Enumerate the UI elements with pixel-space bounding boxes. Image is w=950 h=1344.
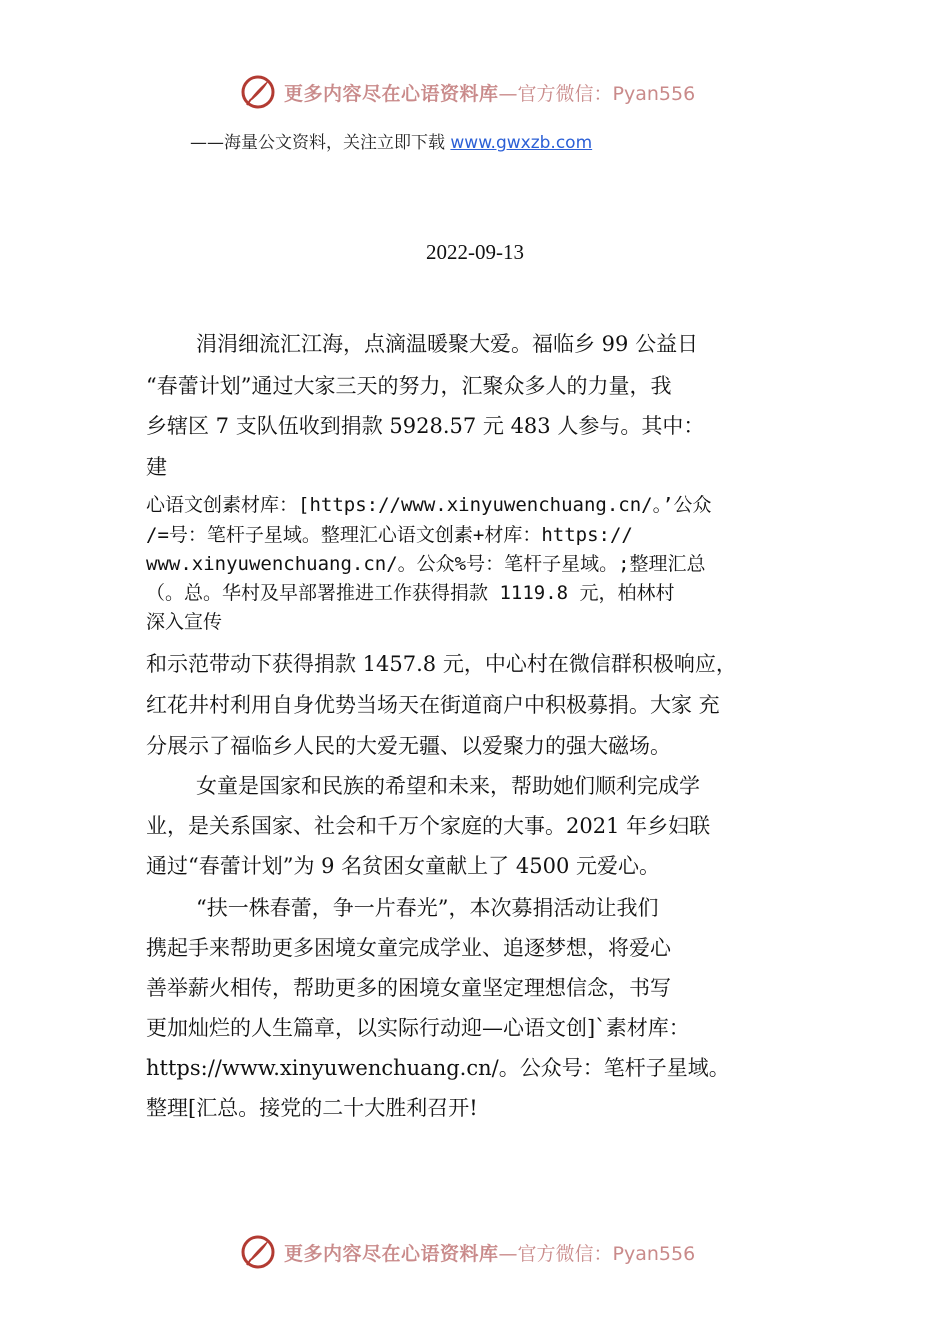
subline-text: ——海量公文资料，关注立即下载 [190, 133, 451, 153]
header-banner [240, 72, 695, 112]
paragraph-line: 和示范带动下获得捐款 1457.8 元，中心村在微信群积极响应， [146, 652, 737, 676]
paragraph-line: 深入宣传 [146, 611, 223, 633]
paragraph-line: 整理[汇总。接党的二十大胜利召开! [146, 1096, 478, 1120]
header-subline [190, 128, 592, 153]
paragraph-line: 业，是关系国家、社会和千万个家庭的大事。2021 年乡妇联 [146, 814, 711, 838]
paragraph-line: 乡辖区 7 支队伍收到捐款 5928.57 元 483 人参与。其中： [146, 414, 705, 438]
paragraph-line: 通过“春蕾计划”为 9 名贫困女童献上了 4500 元爱心。 [146, 854, 660, 878]
paragraph-line: 携起手来帮助更多困境女童完成学业、追逐梦想，将爱心 [146, 936, 671, 960]
footer-banner [240, 1232, 695, 1272]
paragraph-line: （。总。华村及早部署推进工作获得捐款 1119.8 元，柏林村 [146, 582, 675, 604]
banner-wechat: —官方微信：Pyan556 [498, 1242, 696, 1265]
website-link[interactable]: www.gwxzb.com [450, 133, 593, 153]
paragraph-line: 红花井村利用自身优势当场天在街道商户中积极募捐。大家 充 [146, 693, 720, 717]
document-date: 2022-09-13 [426, 240, 524, 264]
quill-logo-icon [240, 74, 276, 110]
banner-title: 更多内容尽在心语资料库 [284, 1242, 499, 1265]
banner-wechat: —官方微信：Pyan556 [498, 82, 696, 105]
paragraph-line: www.xinyuwenchuang.cn/。公众%号：笔杆子星域。;整理汇总 [146, 553, 706, 575]
paragraph-line: “春蕾计划”通过大家三天的努力，汇聚众多人的力量，我 [146, 374, 672, 398]
paragraph-line: 心语文创素材库：[https://www.xinyuwenchuang.cn/。’公众 [146, 494, 712, 516]
paragraph-line: 更加灿烂的人生篇章，以实际行动迎—心语文创]`素材库： [146, 1016, 690, 1040]
paragraph-line: 善举薪火相传，帮助更多的困境女童坚定理想信念，书写 [146, 976, 671, 1000]
paragraph-line: 建 [146, 455, 167, 479]
paragraph-line: 涓涓细流汇江海，点滴温暖聚大爱。福临乡 99 公益日 [196, 332, 699, 356]
paragraph-line: “扶一株春蕾，争一片春光”，本次募捐活动让我们 [196, 896, 659, 920]
paragraph-line: 分展示了福临乡人民的大爱无疆、以爱聚力的强大磁场。 [146, 734, 671, 758]
paragraph-line: https://www.xinyuwenchuang.cn/。公众号：笔杆子星域。 [146, 1056, 730, 1080]
paragraph-line: /=号：笔杆子星域。整理汇心语文创素+材库：https:// [146, 524, 633, 546]
paragraph-line: 女童是国家和民族的希望和未来，帮助她们顺利完成学 [196, 774, 700, 798]
banner-title: 更多内容尽在心语资料库 [284, 82, 499, 105]
quill-logo-icon [240, 1234, 276, 1270]
